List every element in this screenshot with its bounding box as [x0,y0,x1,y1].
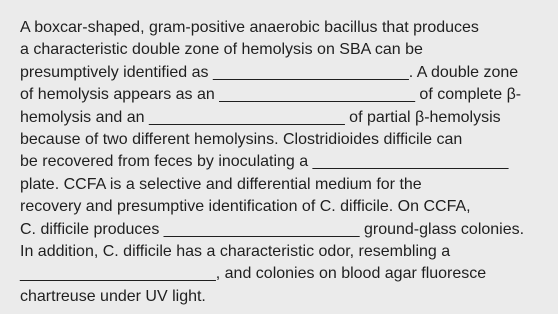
question-text-line: presumptively identified as ______________________. A double zone [20,63,519,81]
question-text-line: C. difficile produces ______________________ ground-glass colonies. [20,220,525,238]
question-text-line: be recovered from feces by inoculating a ______________________ [20,153,509,171]
question-text-line: ______________________, and colonies on blood agar fluoresce [20,265,487,283]
question-text-line: recovery and presumptive identification of C. difficile. On CCFA, [20,198,471,216]
question-text-line: In addition, C. difficile has a characteristic odor, resembling a [20,243,451,261]
question-text-line: a characteristic double zone of hemolysis on SBA can be [20,41,423,59]
question-text-line: A boxcar-shaped, gram-positive anaerobic bacillus that produces [20,19,479,36]
question-text-line: plate. CCFA is a selective and differential medium for the [20,175,422,193]
question-text-line: hemolysis and an ______________________ of partial β-hemolysis [20,108,501,126]
question-text-line: because of two different hemolysins. Clostridioides difficile can [20,131,463,149]
question-text-line: of hemolysis appears as an ______________________ of complete β- [20,86,522,104]
question-text-line: chartreuse under UV light. [20,287,206,305]
